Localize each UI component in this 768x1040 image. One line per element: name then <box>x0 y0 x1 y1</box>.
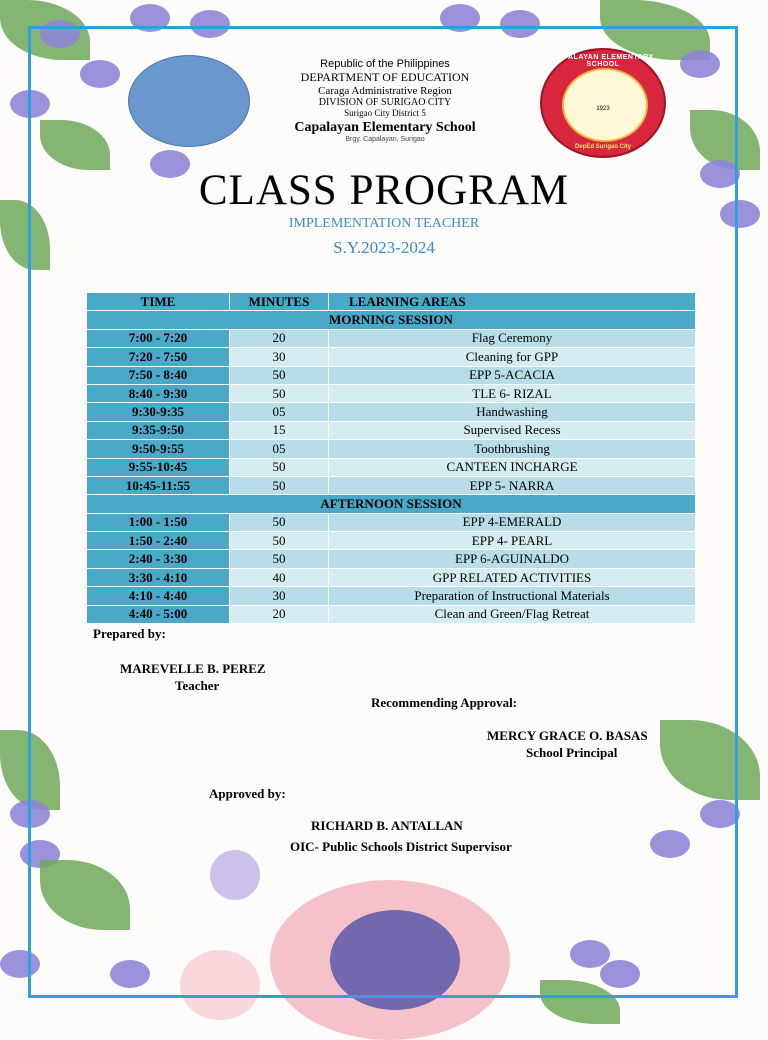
cell-time: 9:55-10:45 <box>87 458 230 476</box>
session-header-row <box>87 495 696 513</box>
cell-time: 8:40 - 9:30 <box>87 384 230 402</box>
cell-area: Handwashing <box>329 403 696 421</box>
cell-area: EPP 5- NARRA <box>329 476 696 494</box>
seal-top-text: CAPALAYAN ELEMENTARY SCHOOL <box>552 54 654 68</box>
cell-area: Supervised Recess <box>329 421 696 439</box>
cell-minutes: 05 <box>230 403 329 421</box>
district-label: Surigao City District 5 <box>344 108 426 118</box>
table-row <box>87 440 696 458</box>
cell-minutes: 30 <box>230 587 329 605</box>
header-learning-areas: LEARNING AREAS <box>329 293 696 311</box>
cell-time: 1:50 - 2:40 <box>87 532 230 550</box>
cell-minutes: 40 <box>230 568 329 586</box>
cell-time: 7:00 - 7:20 <box>87 329 230 347</box>
session-header-row <box>87 311 696 329</box>
table-row <box>87 384 696 402</box>
cell-minutes: 50 <box>230 513 329 531</box>
cell-minutes: 20 <box>230 605 329 623</box>
prepared-by-label: Prepared by: <box>93 626 166 641</box>
cell-time: 4:10 - 4:40 <box>87 587 230 605</box>
cell-area: Cleaning for GPP <box>329 348 696 366</box>
cell-area: GPP RELATED ACTIVITIES <box>329 568 696 586</box>
cell-area: EPP 4- PEARL <box>329 532 696 550</box>
cell-time: 7:20 - 7:50 <box>87 348 230 366</box>
cell-minutes: 20 <box>230 329 329 347</box>
header-time: TIME <box>87 293 230 311</box>
table-row <box>87 348 696 366</box>
cell-time: 2:40 - 3:30 <box>87 550 230 568</box>
subtitle: IMPLEMENTATION TEACHER <box>288 216 480 231</box>
cell-time: 4:40 - 5:00 <box>87 605 230 623</box>
table-row <box>87 550 696 568</box>
cell-area: EPP 4-EMERALD <box>329 513 696 531</box>
cell-time: 3:30 - 4:10 <box>87 568 230 586</box>
cell-minutes: 50 <box>230 476 329 494</box>
cell-minutes: 50 <box>230 532 329 550</box>
cell-time: 9:50-9:55 <box>87 440 230 458</box>
cell-time: 10:45-11:55 <box>87 476 230 494</box>
cell-time: 9:30-9:35 <box>87 403 230 421</box>
cell-time: 9:35-9:50 <box>87 421 230 439</box>
class-program-table <box>86 292 696 624</box>
cell-minutes: 15 <box>230 421 329 439</box>
table-row <box>87 458 696 476</box>
cell-minutes: 50 <box>230 366 329 384</box>
recommending-title: School Principal <box>526 745 618 760</box>
cell-time: 7:50 - 8:40 <box>87 366 230 384</box>
cell-minutes: 50 <box>230 384 329 402</box>
cell-area: Toothbrushing <box>329 440 696 458</box>
approved-by-label: Approved by: <box>209 786 286 801</box>
school-name: Capalayan Elementary School <box>294 120 476 135</box>
school-address: Brgy. Capalayan, Surigao <box>345 136 425 143</box>
page-title: CLASS PROGRAM <box>198 167 570 214</box>
table-row <box>87 421 696 439</box>
prepared-by-title: Teacher <box>175 678 220 693</box>
cell-minutes: 50 <box>230 550 329 568</box>
cell-area: Flag Ceremony <box>329 329 696 347</box>
session-label: AFTERNOON SESSION <box>87 495 696 513</box>
cell-minutes: 05 <box>230 440 329 458</box>
cell-area: EPP 6-AGUINALDO <box>329 550 696 568</box>
session-label: MORNING SESSION <box>87 311 696 329</box>
header-minutes: MINUTES <box>230 293 329 311</box>
cell-minutes: 50 <box>230 458 329 476</box>
table-row <box>87 513 696 531</box>
table-row <box>87 329 696 347</box>
approved-title: OIC- Public Schools District Supervisor <box>290 839 512 854</box>
republic-label: Republic of the Philippines <box>320 58 450 70</box>
table-row <box>87 366 696 384</box>
cell-area: Clean and Green/Flag Retreat <box>329 605 696 623</box>
prepared-by-name: MAREVELLE B. PEREZ <box>120 661 266 676</box>
cell-area: Preparation of Instructional Materials <box>329 587 696 605</box>
table-row <box>87 476 696 494</box>
school-year: S.Y.2023-2024 <box>333 238 435 257</box>
seal-year: 1923 <box>596 106 610 112</box>
table-row <box>87 587 696 605</box>
seal-bottom-text: DepEd Surigao City <box>574 144 631 150</box>
cell-area: TLE 6- RIZAL <box>329 384 696 402</box>
table-row <box>87 568 696 586</box>
table-row <box>87 532 696 550</box>
cell-area: CANTEEN INCHARGE <box>329 458 696 476</box>
division-label: DIVISION OF SURIGAO CITY <box>318 97 452 108</box>
table-row <box>87 605 696 623</box>
department-label: DEPARTMENT OF EDUCATION <box>300 70 470 84</box>
photo-placeholder <box>128 55 250 147</box>
region-label: Caraga Administrative Region <box>318 85 452 97</box>
approved-name: RICHARD B. ANTALLAN <box>311 818 463 833</box>
recommending-approval-label: Recommending Approval: <box>371 695 518 710</box>
cell-area: EPP 5-ACACIA <box>329 366 696 384</box>
cell-time: 1:00 - 1:50 <box>87 513 230 531</box>
letterhead <box>270 58 500 143</box>
recommending-name: MERCY GRACE O. BASAS <box>487 728 648 743</box>
school-seal-logo <box>540 48 666 158</box>
table-row <box>87 403 696 421</box>
table-header-row <box>87 293 696 311</box>
cell-minutes: 30 <box>230 348 329 366</box>
seal-emblem <box>562 68 648 142</box>
